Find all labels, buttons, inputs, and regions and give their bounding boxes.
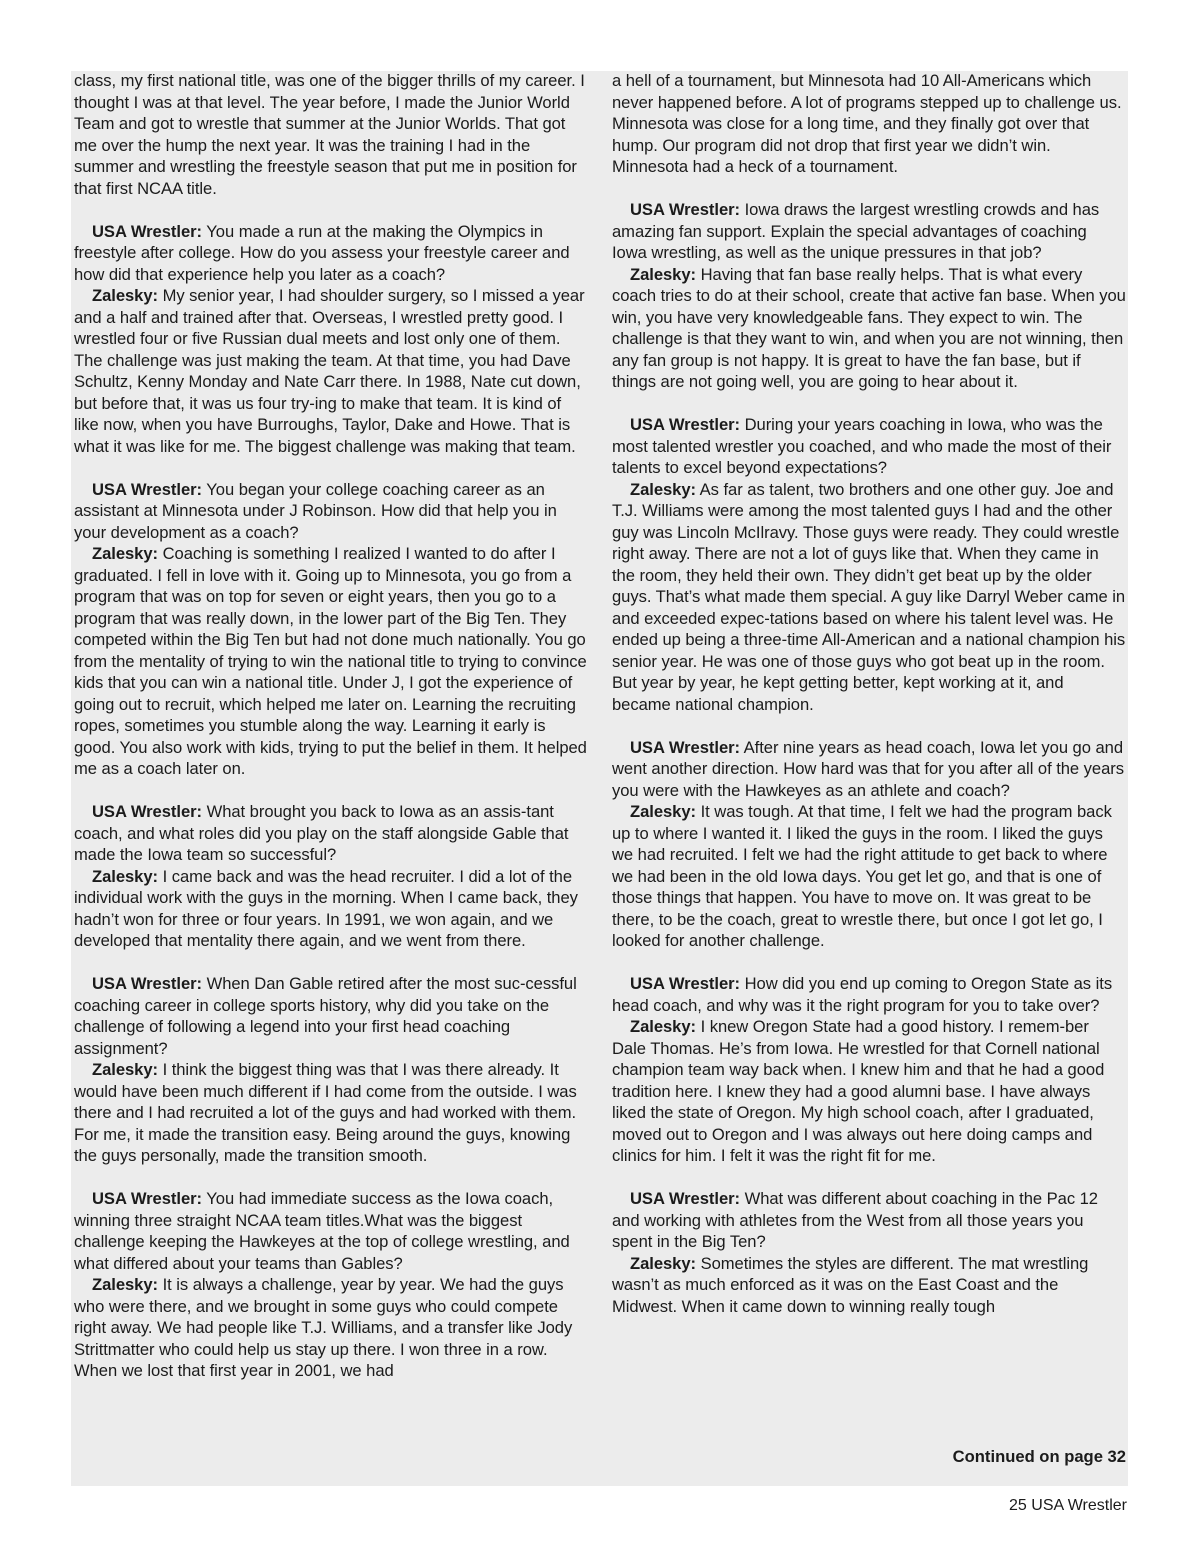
answer-paragraph <box>74 1274 590 1382</box>
continued-paragraph <box>612 70 1126 178</box>
paragraph-text: Sometimes the styles are different. The mat wrestling wasn’t as much enforced as it was on the East Coast and the Midwest. When it came down to winning really tough <box>612 1253 1089 1316</box>
paragraph-text: What was different about coaching in the Pac 12 and working with athletes from the West from all those years you spent in the Big Ten? <box>612 1189 1098 1251</box>
continued-note: Continued on page 32 <box>952 1447 1126 1466</box>
answer-paragraph <box>612 479 1126 716</box>
speaker-label: Zalesky: <box>630 802 697 821</box>
paragraph-text: During your years coaching in Iowa, who was the most talented wrestler you coached, and who made the most of their talents to excel beyond expectations? <box>612 415 1112 477</box>
speaker-label: USA Wrestler: <box>630 415 741 434</box>
speaker-label: Zalesky: <box>630 1017 697 1036</box>
paragraph-text: Coaching is something I realized I wanted to do after I graduated. I fell in love with it. Going up to Minnesota, you go from a program that was on top for seven or eight years, then you go to a program that was really down, in the lower part of the Big Ten. They competed within the Big Ten but had not done much nationally. You go from the mentality of trying to win the national title to trying to convince kids that you can win a national title. Under J, I got the experience of going out to recruit, which helped me later on. Learning the recruiting ropes, sometimes you stumble along the way. Learning it early is good. You also work with kids, trying to put the belief in them. It helped me as a coach later on. <box>74 544 587 778</box>
speaker-label: USA Wrestler: <box>92 221 203 241</box>
continued-paragraph <box>74 70 590 199</box>
speaker-label: USA Wrestler: <box>92 974 203 993</box>
paragraph-text: You had immediate success as the Iowa coach, winning three straight NCAA team titles.What was the biggest challenge keeping the Hawkeyes at the top of college wrestling, and what differed about your teams than Gables? <box>74 1189 570 1273</box>
paragraph-text: class, my first national title, was one of the bigger thrills of my career. I thought I was at that level. The year before, I made the Junior World Team and got to wrestle that summer at the Junior Worlds. That got me over the hump the next year. It was the training I had in the summer and wrestling the freestyle season that put me in position for that first NCAA title. <box>74 71 585 198</box>
speaker-label: Zalesky: <box>92 866 159 886</box>
question-paragraph <box>612 737 1126 802</box>
speaker-label: USA Wrestler: <box>630 737 741 757</box>
speaker-label: Zalesky: <box>630 264 697 284</box>
speaker-label: Zalesky: <box>92 286 159 305</box>
answer-paragraph <box>612 1016 1126 1167</box>
paragraph-text: As far as talent, two brothers and one other guy. Joe and T.J. Williams were among the most talented guys I had and the other guy was Lincoln McIlravy. Those guys were ready. They could wrestle right away. There are not a lot of guys like that. When they came in the room, they held their own. They didn’t get beat up by the older guys. That’s what made them special. A guy like Darryl Weber came in and exceeded expec-tations based on where his talent level was. He ended up being a three-time All-American and a national champion his senior year. He was one of those guys who got beat up in the room. But year by year, he kept getting better, kept working at it, and became national champion. <box>612 479 1126 714</box>
paragraph-text: My senior year, I had shoulder surgery, so I missed a year and a half and trained after that. Overseas, I wrestled pretty good. I wrestled four or five Russian dual meets and lost only one of them. The challenge was just making the team. At that time, you had Dave Schultz, Kenny Monday and Nate Carr there. In 1988, Nate cut down, but before that, it was us four try-ing to make that team. It is kind of like now, when you have Burroughs, Taylor, Dake and Howe. That is what it was like for me. The biggest challenge was making that team. <box>74 286 585 456</box>
speaker-label: Zalesky: <box>92 544 159 563</box>
paragraph-text: I knew Oregon State had a good history. I remem-ber Dale Thomas. He’s from Iowa. He wrestled for that Cornell national champion team way back when. I knew him and that he had a good tradition here. I knew they had a good alumni base. I have always liked the state of Oregon. My high school coach, after I graduated, moved out to Oregon and I was always out here doing camps and clinics for him. I felt it was the right fit for me. <box>612 1017 1105 1165</box>
speaker-label: Zalesky: <box>92 1275 159 1294</box>
paragraph-text: When Dan Gable retired after the most suc-cessful coaching career in college sports history, why did you take on the challenge of following a legend into your first head coaching assignment? <box>74 974 577 1058</box>
answer-paragraph <box>612 264 1126 393</box>
paragraph-text: Having that fan base really helps. That is what every coach tries to do at their school, create that active fan base. When you win, you have very knowledgeable fans. They expect to win. The challenge is that they want to win, and when you are not winning, then any fan group is not happy. It is great to have the fan base, but if things are not going well, you are going to hear about it. <box>612 264 1126 391</box>
speaker-label: Zalesky: <box>630 1253 697 1273</box>
right-column <box>612 70 1126 1317</box>
answer-paragraph <box>74 543 590 780</box>
paragraph-text: How did you end up coming to Oregon State as its head coach, and why was it the right program for you to take over? <box>612 974 1113 1015</box>
question-paragraph <box>74 973 590 1059</box>
paragraph-text: Iowa draws the largest wrestling crowds and has amazing fan support. Explain the special advantages of coaching Iowa wrestling, as well as the unique pressures in that job? <box>612 200 1100 262</box>
paragraph-text: I think the biggest thing was that I was there already. It would have been much different if I had come from the outside. I was there and I had recruited a lot of the guys and had worked with them. For me, it made the transition easy. Being around the guys, knowing the guys personally, made the transition smooth. <box>74 1060 577 1165</box>
speaker-label: USA Wrestler: <box>630 200 741 219</box>
left-column <box>74 70 590 1382</box>
paragraph-text: a hell of a tournament, but Minnesota had 10 All-Americans which never happened before. A lot of programs stepped up to challenge us. Minnesota was close for a long time, and they finally got over that hump. Our program did not drop that first year we didn’t win. Minnesota had a heck of a tournament. <box>612 71 1122 176</box>
question-paragraph <box>612 1188 1126 1253</box>
question-paragraph <box>74 801 590 866</box>
question-paragraph <box>612 414 1126 479</box>
paragraph-text: It is always a challenge, year by year. We had the guys who were there, and we brought in some guys who could compete right away. We had people like T.J. Williams, and a transfer like Jody Strittmatter who could help us stay up there. I won three in a row. When we lost that first year in 2001, we had <box>74 1275 573 1380</box>
question-paragraph <box>74 479 590 544</box>
speaker-label: USA Wrestler: <box>92 802 203 821</box>
speaker-label: Zalesky: <box>92 1060 159 1079</box>
answer-paragraph <box>74 1059 590 1167</box>
speaker-label: USA Wrestler: <box>92 479 203 499</box>
speaker-label: USA Wrestler: <box>92 1189 203 1208</box>
paragraph-text: After nine years as head coach, Iowa let you go and went another direction. How hard was that for you after all of the years you were with the Hawkeyes as an athlete and coach? <box>612 737 1124 800</box>
speaker-label: USA Wrestler: <box>630 1189 741 1208</box>
speaker-label: Zalesky: <box>630 479 697 499</box>
paragraph-text: You began your college coaching career as an assistant at Minnesota under J Robinson. How did that help you in your development as a coach? <box>74 479 557 542</box>
question-paragraph <box>74 1188 590 1274</box>
paragraph-text: I came back and was the head recruiter. I did a lot of the individual work with the guys in the morning. When I came back, they hadn’t won for three or four years. In 1991, we won again, and we developed that mentality there again, and we went from there. <box>74 866 578 950</box>
page-folio: 25 USA Wrestler <box>1009 1497 1127 1514</box>
answer-paragraph <box>612 801 1126 952</box>
question-paragraph <box>612 199 1126 264</box>
paragraph-text: You made a run at the making the Olympics in freestyle after college. How do you assess your freestyle career and how did that experience help you later as a coach? <box>74 221 570 284</box>
answer-paragraph <box>74 285 590 457</box>
answer-paragraph <box>612 1253 1126 1318</box>
paragraph-text: What brought you back to Iowa as an assis-tant coach, and what roles did you play on the staff alongside Gable that made the Iowa team so successful? <box>74 802 569 864</box>
answer-paragraph <box>74 866 590 952</box>
question-paragraph <box>74 221 590 286</box>
speaker-label: USA Wrestler: <box>630 974 741 993</box>
paragraph-text: It was tough. At that time, I felt we had the program back up to where I wanted it. I liked the guys in the room. I liked the guys we had recruited. I felt we had the right attitude to get back to where we had been in the old Iowa days. You get let go, and that is one of those things that happen. You have to move on. It was great to be there, to be the coach, great to wrestle there, but once I got let go, I looked for another challenge. <box>612 802 1112 950</box>
question-paragraph <box>612 973 1126 1016</box>
